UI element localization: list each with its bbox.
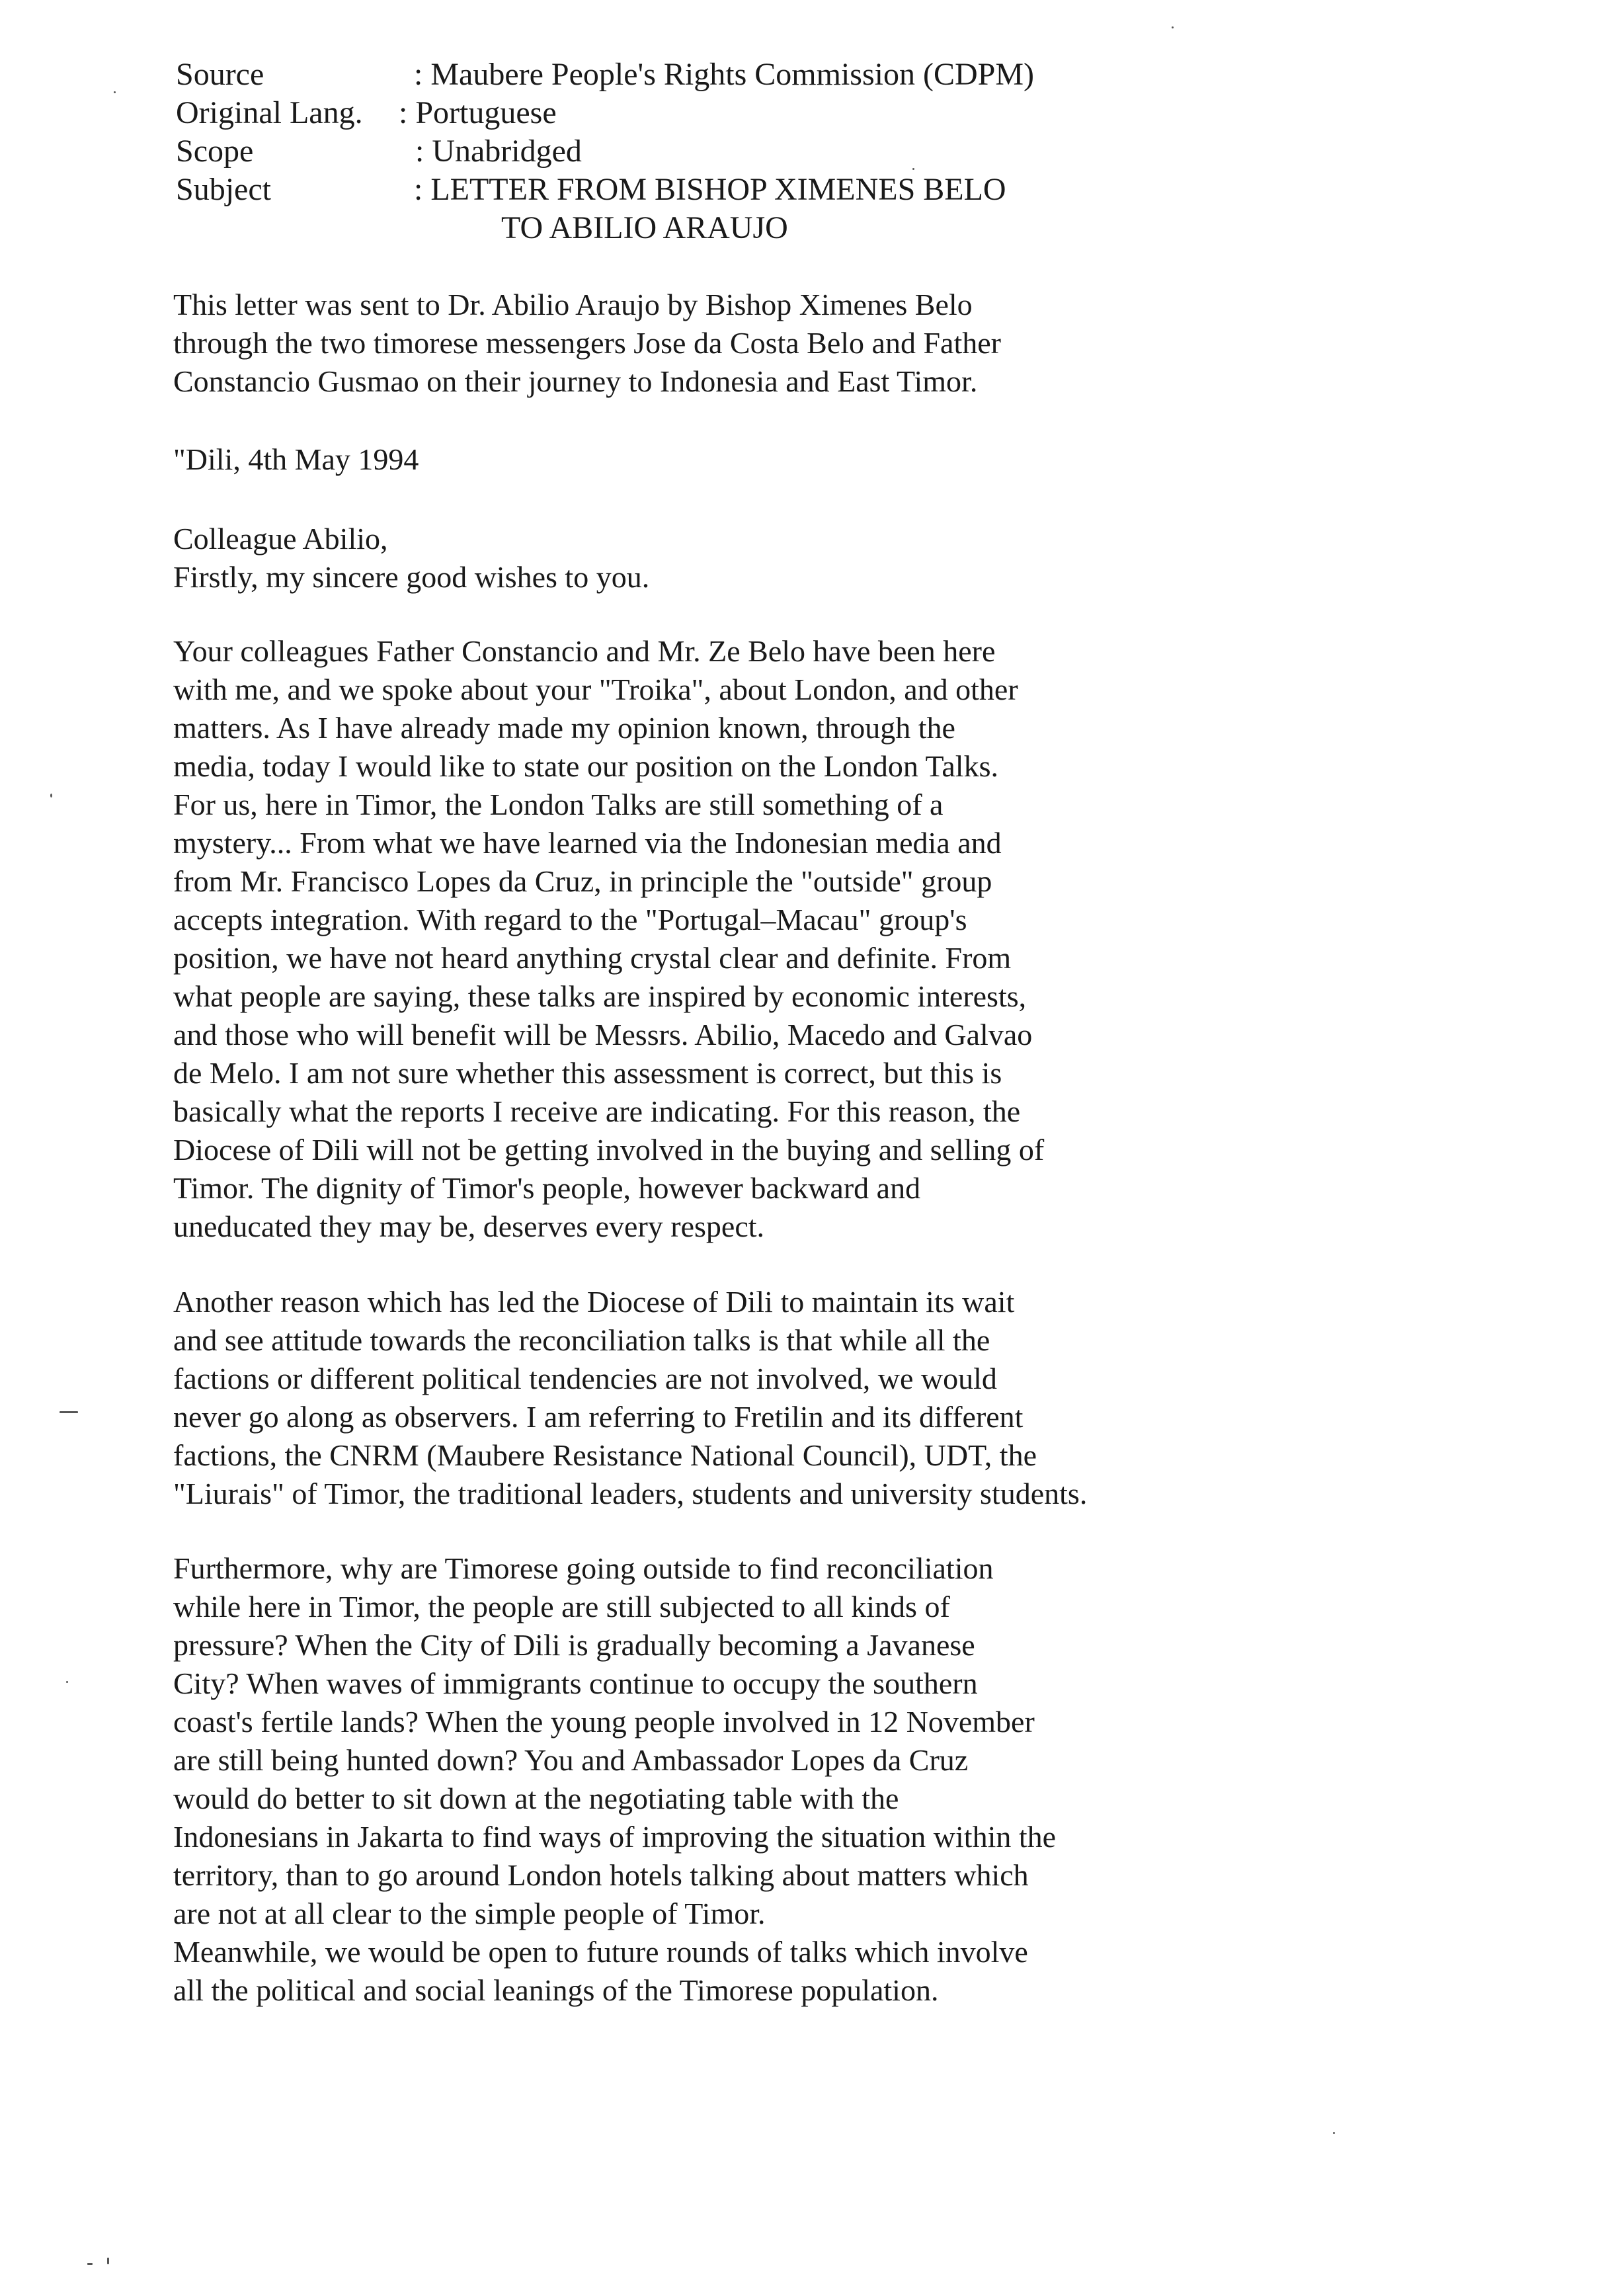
intro-paragraph: This letter was sent to Dr. Abilio Araujo by Bishop Ximenes Belo through the two timorese messengers Jose da Costa Belo and Father Constancio Gusmao on their journey to Indonesia and East Timor. bbox=[173, 288, 1001, 398]
scope-label: Scope bbox=[176, 134, 254, 169]
lang-label: Original Lang. bbox=[176, 95, 363, 130]
letter-paragraph-1: Your colleagues Father Constancio and Mr. Ze Belo have been here with me, and we spoke about your "Troika", about London, and other matters. As I have already made my opinion known, through the media, today I would like to state our position on the London Talks. For us, here in Timor, the London Talks are still something of a mystery... From what we have learned via the Indonesian media and from Mr. Francisco Lopes da Cruz, in principle the "outside" group accepts integration. With regard to the "Portugal–Macau" group's position, we have not heard anything crystal clear and definite. From what people are saying, these talks are inspired by economic interests, and those who will benefit will be Messrs. Abilio, Macedo and Galvao de Melo. I am not sure whether this assessment is correct, but this is basically what the reports I receive are indicating. For this reason, the Diocese of Dili will not be getting involved in the buying and selling of Timor. The dignity of Timor's people, however backward and uneducated they may be, deserves every respect. bbox=[173, 634, 1045, 1243]
scope-value: : Unabridged bbox=[415, 134, 582, 169]
scan-speck bbox=[114, 91, 116, 93]
scan-speck bbox=[50, 794, 52, 798]
scan-speck bbox=[1172, 26, 1174, 28]
subject-label: Subject bbox=[176, 172, 271, 207]
source-value: : Maubere People's Rights Commission (CDPM) bbox=[414, 57, 1034, 92]
scan-speck bbox=[912, 168, 914, 170]
lang-value: : Portuguese bbox=[399, 95, 557, 130]
letter-date: "Dili, 4th May 1994 bbox=[173, 442, 419, 476]
scan-speck bbox=[107, 2258, 109, 2264]
letter-paragraph-3: Furthermore, why are Timorese going outside to find reconciliation while here in Timor, the people are still subjected to all kinds of pressure? When the City of Dili is gradually becoming a Javanese City? When waves of immigrants continue to occupy the southern coast's fertile lands? When the young people involved in 12 November are still being hunted down? You and Ambassador Lopes da Cruz would do better to sit down at the negotiating table with the Indonesians in Jakarta to find ways of improving the situation within the territory, than to go around London hotels talking about matters which are not at all clear to the simple people of Timor. Meanwhile, we would be open to future rounds of talks which involve all the political and social leanings of the Timorese population. bbox=[173, 1551, 1057, 2007]
subject-value-line1: : LETTER FROM BISHOP XIMENES BELO bbox=[414, 172, 1006, 207]
scan-speck bbox=[60, 1411, 78, 1413]
scan-speck bbox=[1333, 2132, 1335, 2134]
scan-speck bbox=[87, 2263, 93, 2265]
letter-salutation: Colleague Abilio, Firstly, my sincere good wishes to you. bbox=[173, 522, 650, 594]
source-label: Source bbox=[176, 57, 264, 92]
letter-paragraph-2: Another reason which has led the Diocese of Dili to maintain its wait and see attitude towards the reconciliation talks is that while all the factions or different political tendencies are not involved, we would never go along as observers. I am referring to Fretilin and its different factions, the CNRM (Maubere Resistance National Council), UDT, the "Liurais" of Timor, the traditional leaders, students and university students. bbox=[173, 1285, 1088, 1510]
scan-speck bbox=[66, 1681, 68, 1683]
subject-value-line2: TO ABILIO ARAUJO bbox=[501, 210, 788, 245]
